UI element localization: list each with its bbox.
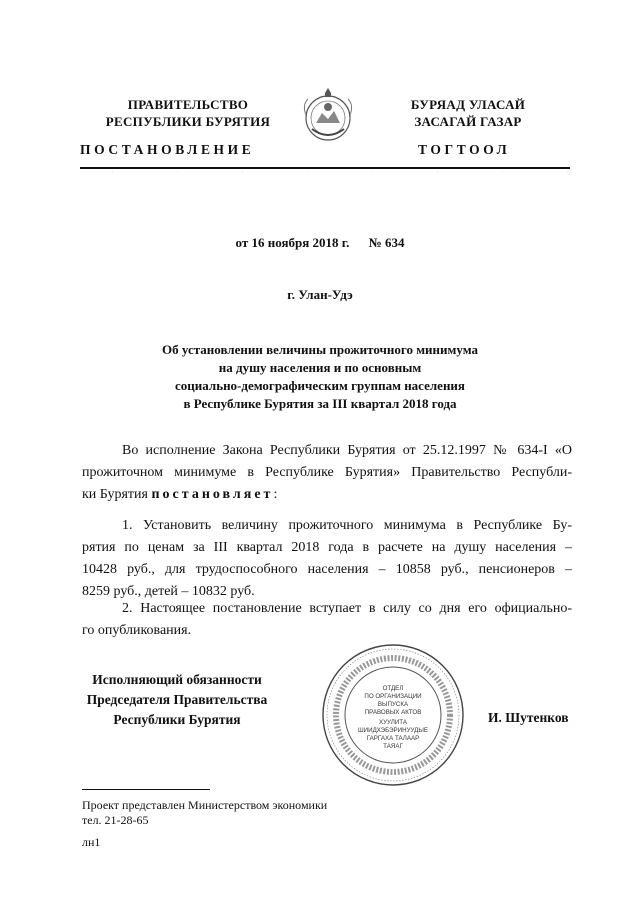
paragraph-line: 8259 руб., детей – 10832 руб. bbox=[82, 584, 255, 599]
header-left-line1: ПРАВИТЕЛЬСТВО bbox=[127, 97, 249, 112]
decree-number: № 634 bbox=[368, 235, 405, 250]
paragraph-line: Во исполнение Закона Республики Бурятия от 25.12.1997 № 634-I «О bbox=[122, 443, 572, 458]
paragraph-text: : bbox=[273, 487, 278, 502]
signatory-line3: Республики Бурятия bbox=[113, 712, 241, 727]
stamp-line: ПРАВОВЫХ АКТОВ bbox=[364, 709, 422, 716]
header-dotted-divider bbox=[80, 172, 570, 173]
signatory-position bbox=[82, 670, 272, 730]
signatory-name: И. Шутенков bbox=[488, 710, 569, 725]
coat-of-arms-emblem bbox=[298, 85, 358, 145]
paragraph-item-1 bbox=[82, 515, 572, 603]
title-line2: на душу населения и по основным bbox=[218, 360, 422, 375]
title-line3: социально-демографическим группам населения bbox=[175, 378, 465, 393]
decree-city: г. Улан-Удэ bbox=[287, 287, 353, 302]
decree-date-number bbox=[0, 235, 640, 251]
stamp-line: ТАЯАГ bbox=[383, 743, 403, 750]
footer-code: лн1 bbox=[82, 835, 101, 849]
paragraph-text: ки Бурятия bbox=[82, 487, 148, 502]
stamp-line: ШИИДХЭБЭРИНУУДЫЕ bbox=[358, 727, 428, 734]
paragraph-item-2 bbox=[82, 598, 572, 642]
paragraph-line bbox=[82, 484, 572, 506]
decree-title bbox=[120, 341, 520, 413]
footer-prepared-by: Проект представлен Министерством экономики bbox=[82, 798, 328, 812]
paragraph-preamble bbox=[82, 440, 572, 506]
resolves-word: постановляет bbox=[151, 487, 274, 502]
header-left bbox=[88, 96, 288, 130]
signatory-line2: Председателя Правительства bbox=[86, 692, 268, 707]
paragraph-line: рятия по ценам за III квартал 2018 года в расчете на душу населения – bbox=[82, 540, 572, 555]
header-left-line2: РЕСПУБЛИКИ БУРЯТИЯ bbox=[105, 114, 271, 129]
paragraph-line: 2. Настоящее постановление вступает в силу со дня его официально- bbox=[122, 601, 572, 616]
footer-divider bbox=[82, 789, 210, 790]
header-right-line2: ЗАСАГАЙ ГАЗАР bbox=[414, 114, 522, 129]
stamp-line: ВЫПУСКА bbox=[377, 701, 409, 708]
header-divider bbox=[80, 167, 570, 169]
stamp-line: ГАРГАХА ТАЛААР bbox=[366, 735, 420, 742]
decree-date: от 16 ноября 2018 г. bbox=[235, 235, 350, 250]
paragraph-line: прожиточном минимуме в Республике Бурятия» Правительство Республи- bbox=[82, 465, 572, 480]
stamp-line: ОТДЕЛ bbox=[382, 685, 404, 692]
stamp-line: ХУУЛИТА bbox=[379, 719, 407, 726]
footer-phone: тел. 21-28-65 bbox=[82, 813, 149, 827]
decree-label-russian: ПОСТАНОВЛЕНИЕ bbox=[80, 142, 255, 157]
header-right bbox=[388, 96, 548, 130]
paragraph-line: 1. Установить величину прожиточного минимума в Республике Бу- bbox=[122, 518, 572, 533]
signatory-line1: Исполняющий обязанности bbox=[92, 672, 262, 687]
decree-label-buryat: ТОГТООЛ bbox=[418, 142, 511, 157]
official-stamp bbox=[318, 640, 468, 790]
paragraph-line: 10428 руб., для трудоспособного населения – 10858 руб., пенсионеров – bbox=[82, 562, 572, 577]
stamp-line: ПО ОРГАНИЗАЦИИ bbox=[364, 693, 422, 700]
paragraph-line: го опубликования. bbox=[82, 623, 192, 638]
title-line1: Об установлении величины прожиточного минимума bbox=[162, 342, 478, 357]
header-right-line1: БУРЯАД УЛАСАЙ bbox=[410, 97, 526, 112]
title-line4: в Республике Бурятия за III квартал 2018 года bbox=[183, 396, 457, 411]
